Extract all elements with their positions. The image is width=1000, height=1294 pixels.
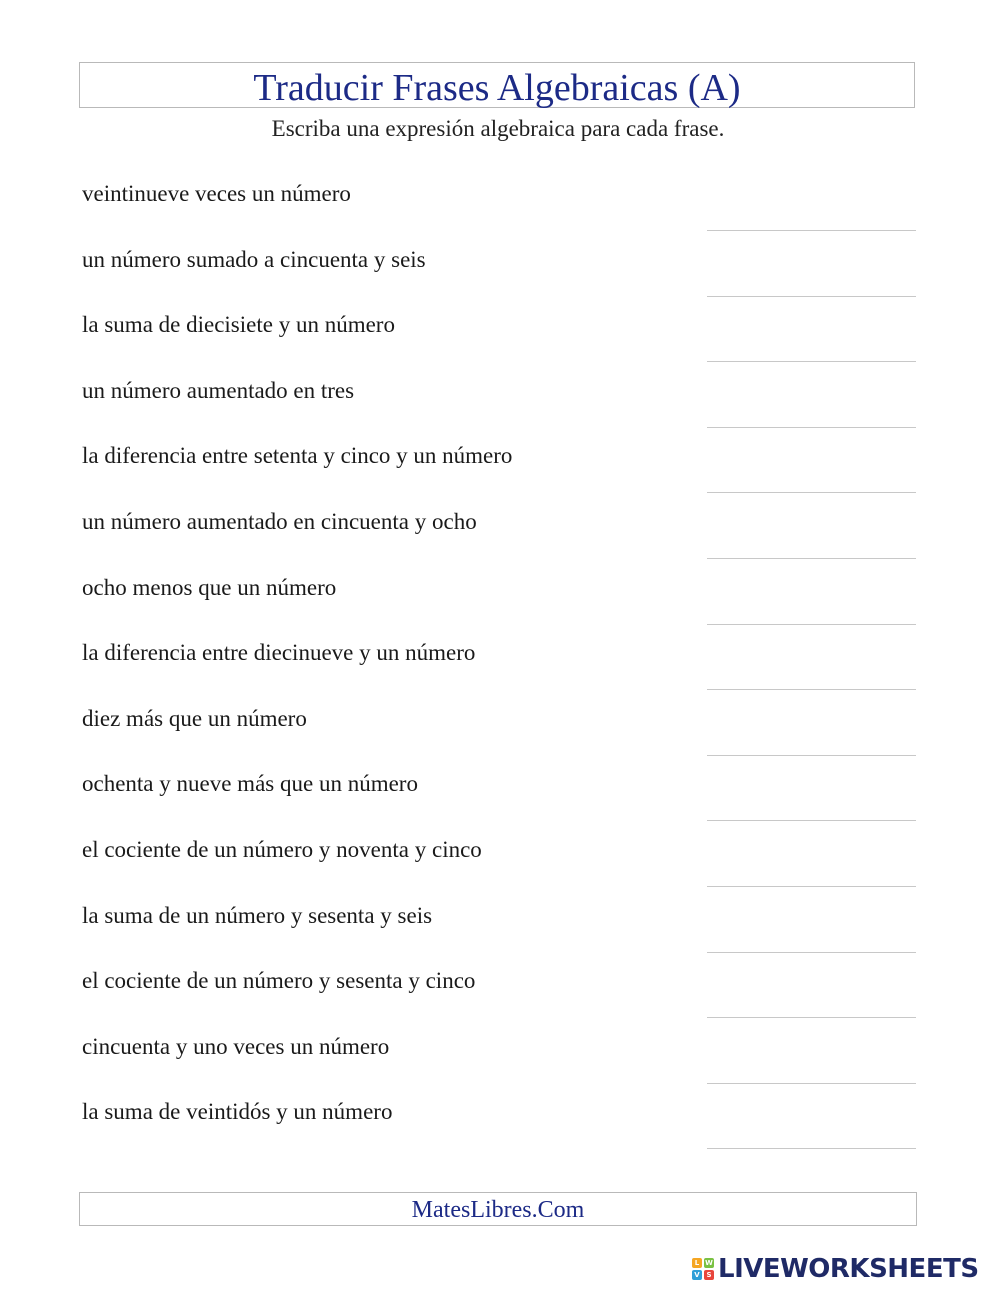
worksheet-title: Traducir Frases Algebraicas (A) [253,67,741,109]
footer-site-name: MatesLibres.Com [411,1197,585,1223]
question-text: diez más que un número [82,706,307,731]
question-text: un número aumentado en tres [82,378,355,403]
answer-field[interactable] [707,994,916,1018]
question-row [0,376,1000,436]
question-row [0,901,1000,961]
question-row [0,573,1000,633]
answer-field[interactable] [707,666,916,690]
question-text: la suma de un número y sesenta y seis [82,903,433,928]
answer-field[interactable] [707,797,916,821]
answer-field[interactable] [707,273,916,297]
liveworksheets-logo-text: LIVEWORKSHEETS [718,1254,979,1284]
answer-field[interactable] [707,1060,916,1084]
question-row [0,966,1000,1026]
footer-box [79,1192,917,1226]
question-row [0,704,1000,764]
question-row [0,441,1000,501]
question-row [0,179,1000,239]
logo-tile: W [705,1259,713,1267]
question-row [0,1097,1000,1157]
question-text: cincuenta y uno veces un número [82,1034,390,1059]
question-row [0,507,1000,567]
question-text: ochenta y nueve más que un número [82,771,418,796]
question-text: el cociente de un número y sesenta y cinco [82,968,476,993]
answer-field[interactable] [707,535,916,559]
answer-field[interactable] [707,469,916,493]
answer-field[interactable] [707,404,916,428]
answer-field[interactable] [707,863,916,887]
worksheet-instructions: Escriba una expresión algebraica para cada frase. [271,116,725,141]
answer-field[interactable] [707,207,916,231]
question-row [0,638,1000,698]
answer-field[interactable] [707,929,916,953]
question-text: la diferencia entre setenta y cinco y un número [82,443,513,468]
question-text: la suma de veintidós y un número [82,1099,393,1124]
question-row [0,1032,1000,1092]
question-text: el cociente de un número y noventa y cinco [82,837,482,862]
logo-tile: V [692,1270,702,1280]
question-text: la diferencia entre diecinueve y un número [82,640,476,665]
question-text: la suma de diecisiete y un número [82,312,395,337]
question-text: ocho menos que un número [82,575,337,600]
question-text: un número sumado a cincuenta y seis [82,247,426,272]
answer-field[interactable] [707,732,916,756]
logo-tile: L [692,1258,702,1268]
answer-field[interactable] [707,338,916,362]
question-row [0,310,1000,370]
liveworksheets-logo [692,1254,979,1284]
answer-field[interactable] [707,1125,916,1149]
answer-field[interactable] [707,601,916,625]
logo-tile: S [704,1270,714,1280]
question-text: un número aumentado en cincuenta y ocho [82,509,477,534]
liveworksheets-logo-icon [692,1258,714,1280]
question-row [0,245,1000,305]
question-text: veintinueve veces un número [82,181,351,206]
question-row [0,835,1000,895]
question-row [0,769,1000,829]
